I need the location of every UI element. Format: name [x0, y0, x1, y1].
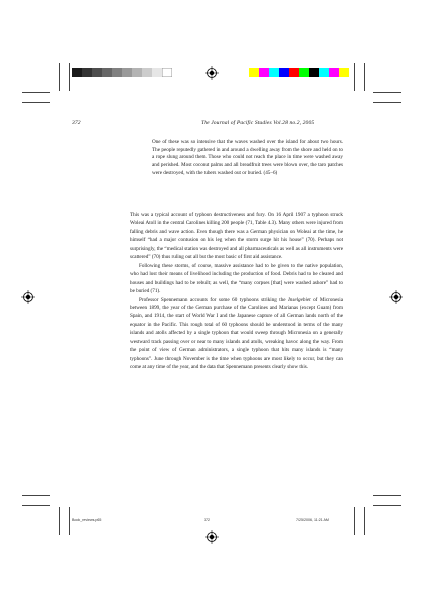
slug-page: 372 [204, 518, 210, 522]
crop-mark [22, 505, 50, 506]
block-quote [152, 139, 343, 178]
color-swatch [289, 68, 299, 77]
color-swatch [339, 68, 349, 77]
running-title: The Journal of Pacific Studies Vol.28 no.2, 2005 [201, 120, 315, 126]
color-swatch [249, 68, 259, 77]
color-swatch [112, 68, 122, 77]
italic-term: Inselgebiet [288, 296, 311, 303]
color-swatch [142, 68, 152, 77]
crop-mark [69, 507, 70, 535]
color-swatch [132, 68, 142, 77]
crop-mark [22, 495, 50, 496]
crop-mark [354, 63, 355, 91]
color-swatch [259, 68, 269, 77]
crop-mark [59, 507, 60, 535]
block-quote-text: One of these was so intensive that the waves washed over the island for about two hours. The people reputedly gathered in and around a dwelling away from the shore and held on to a rope slung around them. Those who could not reach the place in time were washed away and perished. Most coconut palms and all breadfruit trees were blown over, the taro patches were destroyed, with the tubers washed out or buried. [152, 139, 343, 176]
registration-target-icon [21, 290, 35, 304]
color-swatch [92, 68, 102, 77]
grayscale-bar [72, 68, 172, 77]
color-swatch [102, 68, 112, 77]
color-swatch [162, 68, 172, 77]
crop-mark [59, 63, 60, 91]
crop-mark [364, 507, 365, 535]
crop-mark [364, 63, 365, 91]
registration-target-icon [205, 66, 219, 80]
color-swatch [152, 68, 162, 77]
slug-filename: Book_reviews.p65 [72, 518, 102, 522]
color-swatch [72, 68, 82, 77]
paragraph: Following these storms, of course, massive assistance had to be given to the native population, who had lost their means of livelihood including the production of food. Debris had to be cleared and houses and buildings had to be rebuilt; as well, the “many corpses [that] were washed ashore” had to be buried (71). [130, 262, 343, 295]
crop-mark [373, 505, 401, 506]
color-swatch [82, 68, 92, 77]
crop-mark [22, 92, 50, 93]
color-swatch [319, 68, 329, 77]
color-swatch [279, 68, 289, 77]
crop-mark [22, 102, 50, 103]
paragraph: This was a typical account of typhoon destructiveness and fury. On 16 April 1907 a typhoon struck Woleai Atoll in the central Carolines killing 200 people (71, Table 4.3). Many others were injured from falling debris and wave action. Even though there was a German physician on Woleai at the time, he himself “had a major contusion on his leg when the storm surge hit his house” (70). Perhaps not surprisingly, the “medical station was destroyed and all pharmaceuticals as well as all instruments were scattered” (70) thus ruling out all but the most basic of first aid assistance. [130, 212, 343, 261]
color-swatch [269, 68, 279, 77]
color-swatch [299, 68, 309, 77]
crop-mark [373, 92, 401, 93]
paragraph: Professor Spennemann accounts for some 60 typhoons striking the Inselgebiet of Micronesia between 1899, the year of the German purchase of the Carolines and Marianas (except Guam) from Spain, and 1914, the start of World War I and the Japanese capture of all German lands north of the equator in the Pacific. This rough total of 60 typhoons should be understood in terms of the many islands and atolls affected by a single typhoon that would sweep through Micronesia on a generally westward track passing over or near to many islands and atolls, wreaking havoc along the way. From the point of view of German administrators, a single typhoon that hits many islands is “many typhoons”. June through November is the time when typhoons are most likely to occur, but they can come at any time of the year, and the data that Spennemann presents clearly show this. [130, 296, 343, 371]
crop-mark [354, 507, 355, 535]
body-text [130, 211, 343, 372]
crop-mark [373, 102, 401, 103]
color-swatch [309, 68, 319, 77]
crop-mark [373, 495, 401, 496]
registration-target-icon [389, 290, 403, 304]
page-number: 372 [72, 120, 81, 126]
color-bar [249, 68, 349, 77]
crop-mark [69, 63, 70, 91]
registration-target-icon [205, 530, 219, 544]
slug-timestamp: 7/25/2006, 11:21 AM [296, 518, 329, 522]
block-quote-citation: (45–6) [263, 169, 278, 176]
color-swatch [122, 68, 132, 77]
color-swatch [329, 68, 339, 77]
